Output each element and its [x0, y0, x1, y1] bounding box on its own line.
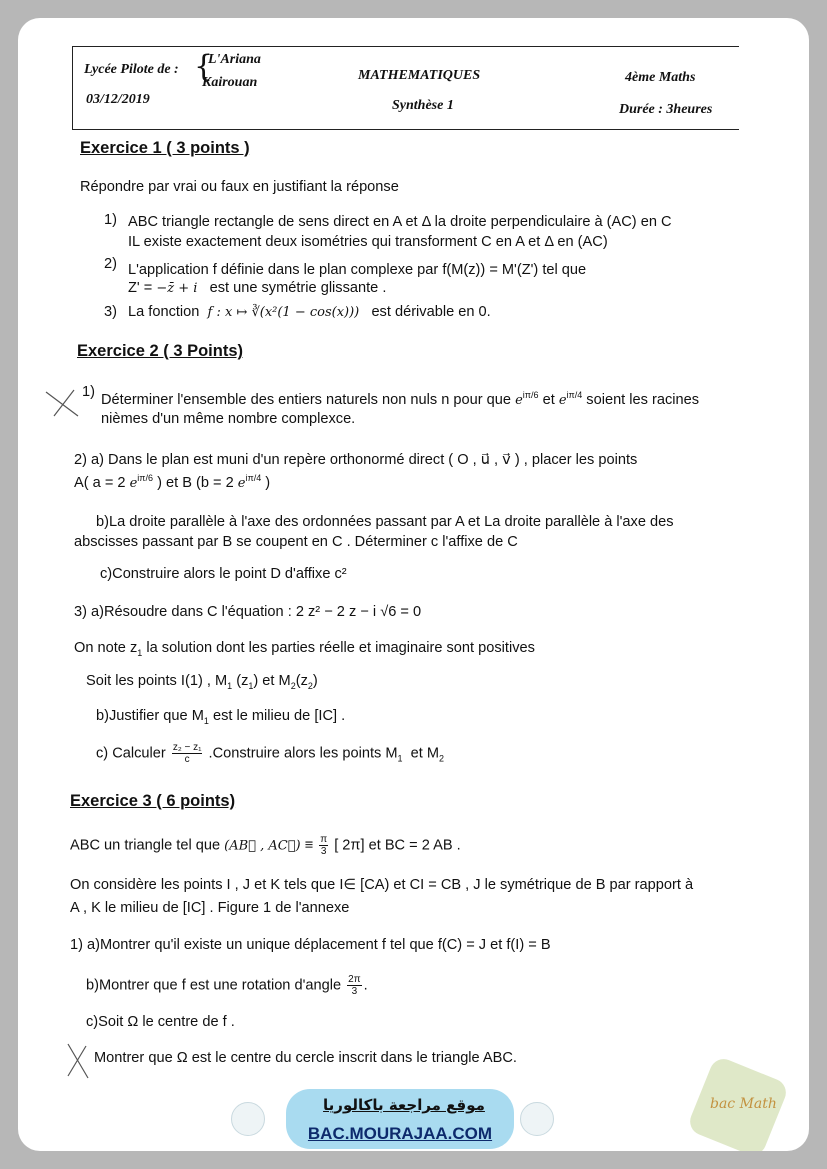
- city-2: Kairouan: [202, 75, 258, 90]
- points-text-d: (z: [295, 673, 308, 689]
- angle-vectors: (AB⃗ , AC⃗): [224, 838, 301, 854]
- ex3-q1a: 1) a)Montrer qu'il existe un unique déplacement f tel que f(C) = J et f(I) = B: [70, 937, 551, 953]
- school-prefix: Lycée Pilote de :: [84, 62, 179, 77]
- z1-sub: 1: [248, 680, 254, 691]
- q1b-text: b)Montrer que f est une rotation d'angle: [86, 977, 342, 994]
- pi-num: π: [320, 834, 328, 845]
- ex2-q1-line1: [101, 390, 699, 408]
- function-formula: f : x ↦ ∛(x²(1 − cos(x))): [207, 305, 360, 320]
- point-b-exp: e: [237, 475, 246, 491]
- ex2-q2a-line2: [74, 473, 270, 491]
- note-text: la solution dont les parties réelle et imaginaire sont positives: [146, 640, 535, 656]
- q3c-m1-sub: 1: [397, 753, 403, 764]
- ex2-q3c: [96, 742, 444, 765]
- q3b-m1-sub: 1: [203, 715, 209, 726]
- exam-name: Synthèse 1: [392, 98, 454, 113]
- subject: MATHEMATIQUES: [358, 68, 481, 83]
- m1-sub: 1: [227, 680, 233, 691]
- two-pi-over-3: [347, 974, 361, 997]
- ex2-q2b-line2: abscisses passant par B se coupent en C . Déterminer c l'affixe de C: [74, 534, 518, 550]
- ex2-q1-roots: soient les racines: [586, 391, 700, 408]
- point-a-power: iπ/6: [137, 473, 153, 483]
- handwritten-cross-mark-2: [62, 1042, 94, 1082]
- ex2-q2b-line1: b)La droite parallèle à l'axe des ordonnées passant par A et La droite parallèle à l'axe des: [96, 514, 674, 530]
- exp-1-power: iπ/6: [522, 390, 539, 400]
- bacmath-badge-label: bac Math: [710, 1096, 777, 1112]
- right-logo-icon: [520, 1102, 554, 1136]
- equation-sqrt: √6: [380, 604, 397, 620]
- left-logo-icon: [231, 1102, 265, 1136]
- footer-arabic: موقع مراجعة باكالوريا: [323, 1096, 485, 1114]
- ex1-q3-intro: La fonction: [128, 304, 200, 320]
- ex3-line1-a: ABC un triangle tel que: [70, 837, 221, 854]
- points-text-e: ): [312, 673, 318, 689]
- ex2-points: [86, 673, 318, 691]
- exp-2-power: iπ/4: [566, 390, 583, 400]
- z1-subscript: 1: [137, 647, 143, 658]
- q1b-dot: .: [363, 977, 368, 994]
- exercise-2-title: Exercice 2 ( 3 Points): [77, 342, 243, 360]
- exercise-3-title: Exercice 3 ( 6 points): [70, 792, 236, 810]
- level: 4ème Maths: [625, 70, 696, 85]
- point-b-close: ): [265, 474, 271, 491]
- ex2-q2c: c)Construire alors le point D d'affixe c²: [100, 566, 347, 582]
- note-prefix: On note z: [74, 640, 138, 656]
- q3c-text-c: et M: [410, 745, 440, 762]
- exp-1: e: [515, 392, 523, 408]
- ex1-q1-line2: IL existe exactement deux isométries qui transforment C en A et Δ en (AC): [128, 234, 608, 250]
- ex3-line3: A , K le milieu de [IC] . Figure 1 de l'annexe: [70, 900, 350, 916]
- exp-2: e: [558, 392, 567, 408]
- ex3-q1c: c)Soit Ω le centre de f .: [86, 1014, 235, 1030]
- ex2-q3a: [74, 604, 421, 620]
- exam-date: 03/12/2019: [86, 92, 150, 107]
- point-a-text: A( a = 2: [74, 474, 126, 491]
- ex2-q3b: [96, 708, 345, 726]
- ex1-q2-number: 2): [104, 256, 117, 272]
- ex1-q3-end: est dérivable en 0.: [371, 304, 491, 320]
- ex3-q1b: [86, 974, 368, 997]
- ex1-q1-line1: ABC triangle rectangle de sens direct en A et Δ la droite perpendiculaire à (AC) en C: [128, 214, 672, 230]
- z-prime-formula: −z̄ + i: [156, 281, 198, 296]
- ex3-q1d: Montrer que Ω est le centre du cercle inscrit dans le triangle ABC.: [94, 1050, 517, 1066]
- z-prime-text: est une symétrie glissante .: [209, 280, 387, 296]
- exercise-1-title: Exercice 1 ( 3 points ): [80, 139, 250, 157]
- points-text-b: (z: [236, 673, 249, 689]
- pi-den: 3: [320, 846, 327, 857]
- equation-end: = 0: [400, 604, 422, 620]
- q3c-text-a: c) Calculer: [96, 745, 166, 762]
- ex1-q2-line1: L'application f définie dans le plan complexe par f(M(z)) = M'(Z') tel que: [128, 262, 587, 278]
- z-prime-label: Z' =: [128, 280, 153, 296]
- brace: {: [194, 49, 214, 84]
- handwritten-cross-mark: [44, 386, 82, 420]
- city-1: L'Ariana: [208, 52, 261, 67]
- fraction-denominator: c: [184, 754, 190, 765]
- points-text-a: Soit les points I(1) , M: [86, 673, 228, 689]
- point-b-text: ) et B (b = 2: [157, 474, 234, 491]
- ex3-line1-c: [ 2π] et BC = 2 AB .: [334, 837, 461, 854]
- q3c-fraction: [172, 742, 203, 765]
- point-b-power: iπ/4: [245, 473, 262, 483]
- exercise-1-intro: Répondre par vrai ou faux en justifiant la réponse: [80, 179, 399, 195]
- pi-over-3: [319, 834, 328, 857]
- points-text-c: ) et M: [253, 673, 291, 689]
- ex2-q1-and: et: [542, 391, 555, 408]
- equation-text: 3) a)Résoudre dans C l'équation : 2 z² − 2 z − i: [74, 604, 377, 620]
- q3b-text-b: est le milieu de [IC] .: [212, 708, 346, 724]
- congruence-sign: ≡: [304, 837, 314, 854]
- ex1-q3-line: [128, 304, 491, 320]
- q3c-text-b: .Construire alors les points M: [208, 745, 398, 762]
- ex3-line1: [70, 834, 461, 857]
- ex3-line2: On considère les points I , J et K tels que I∈ [CA) et CI = CB , J le symétrique de B par rapport à: [70, 877, 694, 893]
- exam-page: [18, 18, 809, 1151]
- ex2-q1-text: Déterminer l'ensemble des entiers naturels non nuls n pour que: [101, 391, 512, 408]
- duration: Durée : 3heures: [619, 102, 713, 117]
- m2-sub: 2: [290, 680, 296, 691]
- ex1-q3-number: 3): [104, 304, 117, 320]
- ex2-note: [74, 640, 535, 658]
- z2-sub: 2: [307, 680, 313, 691]
- q3b-text-a: b)Justifier que M: [96, 708, 204, 724]
- ex1-q1-number: 1): [104, 212, 117, 228]
- point-a-exp: e: [129, 475, 138, 491]
- ex2-q2a-line1: 2) a) Dans le plan est muni d'un repère orthonormé direct ( O , u⃗ , v⃗ ) , placer les points: [74, 452, 638, 468]
- ex2-q1-number: 1): [82, 384, 95, 400]
- fraction-numerator: z₂ − z₁: [172, 742, 202, 753]
- two-pi-num: 2π: [348, 974, 361, 985]
- two-pi-den: 3: [351, 986, 358, 997]
- ex2-q1-line2: nièmes d'un même nombre complexce.: [101, 411, 356, 427]
- ex1-q2-line2: [128, 280, 386, 296]
- footer-site-link[interactable]: BAC.MOURAJAA.COM: [307, 1124, 493, 1143]
- q3c-m2-sub: 2: [439, 753, 445, 764]
